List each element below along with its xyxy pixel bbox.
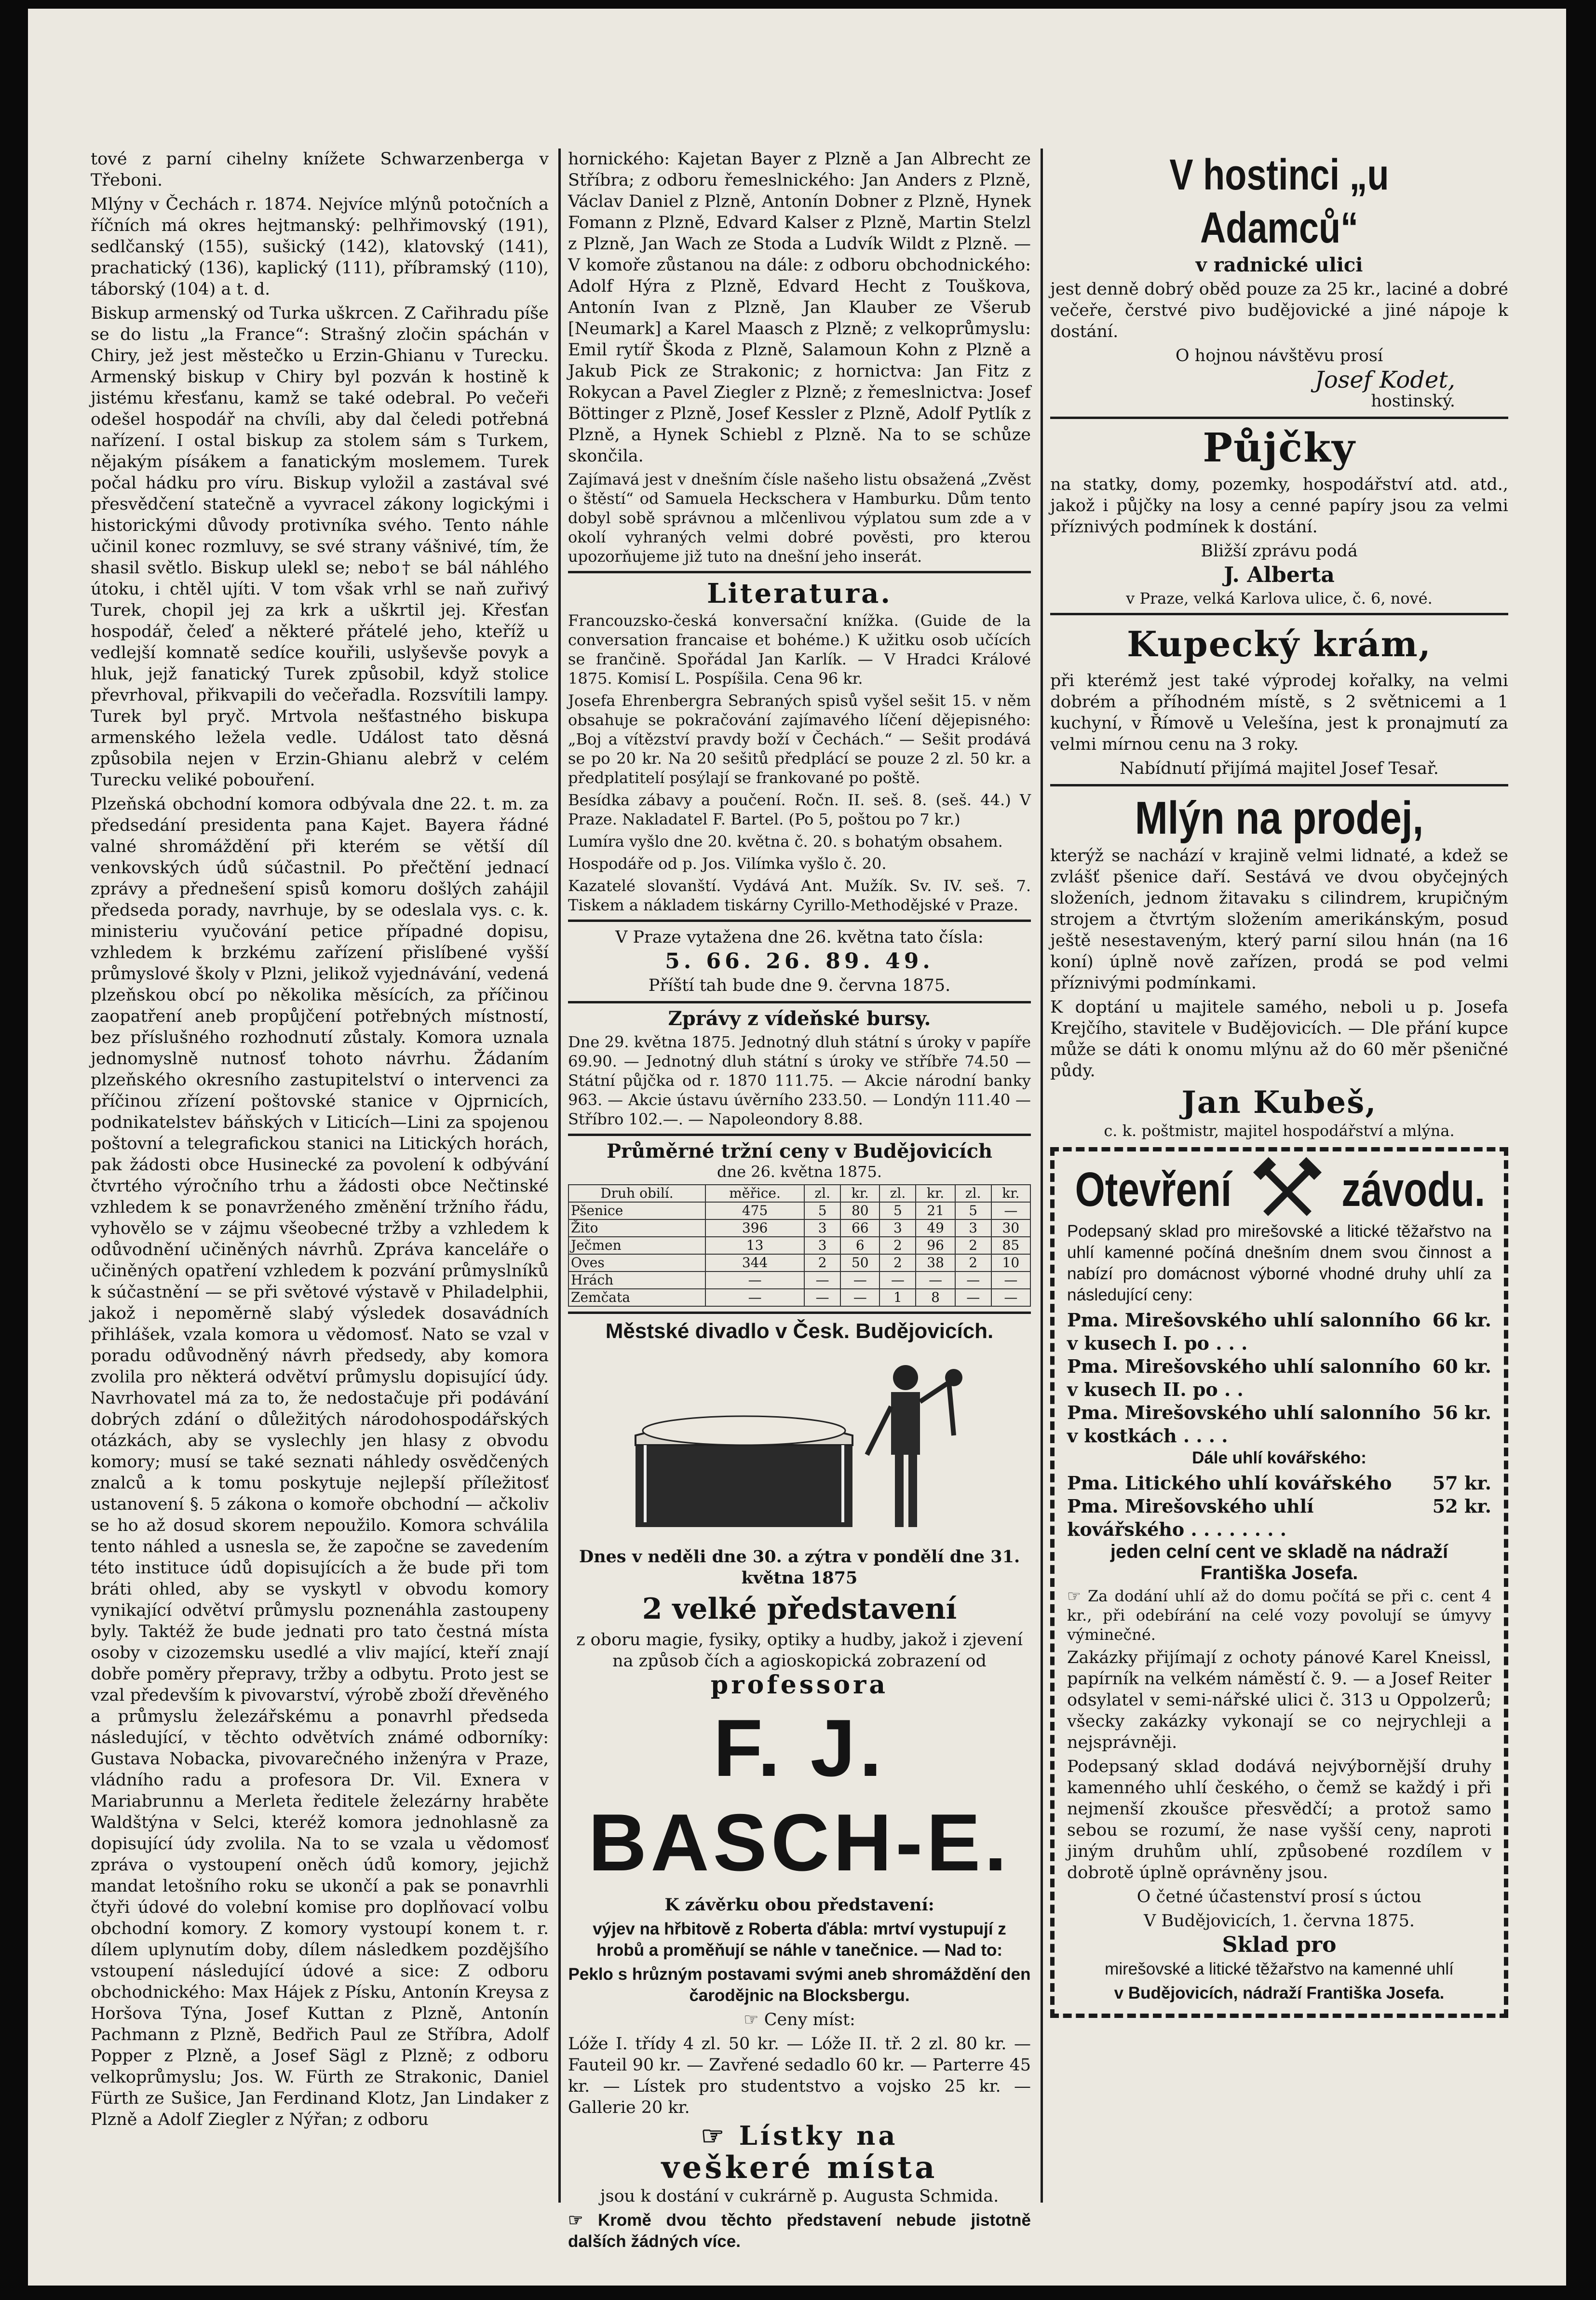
coal-sklad-3: v Budějovicích, nádraží Františka Josefa. [1114, 1984, 1445, 2002]
theatre-professor: professora [710, 1670, 889, 1700]
literatura-item: Josefa Ehrenbergra Sebraných spisů vyšel sešit 15. v něm obsahuje se pokračování zajímavého líčení dějepisného: „Boj a vítězství pravdy boží v Čechách.“ — Sešit prodává se po 20 kr. Na 20 sešitů předplácí se pouze 2 zl. 50 kr. a předplatitelí posýlají se frankované po poště. [568, 691, 1031, 787]
ad-loans-address: v Praze, velká Karlova ulice, č. 6, nové. [1126, 589, 1433, 608]
table-row [568, 1202, 1030, 1219]
table-row [568, 1237, 1030, 1254]
theatre-date: Dnes v neděli dne 30. a zýtra v pondělí dne 31. května 1875 [579, 1547, 1020, 1588]
table-cell: 13 [705, 1237, 804, 1254]
coal-smith-head: Dále uhlí kovářského: [1192, 1448, 1366, 1467]
ad-mill-title: Mlýn na prodej, [1135, 792, 1424, 844]
lottery-numbers: 5. 66. 26. 89. 49. [665, 949, 934, 974]
theatre-sub: z oboru magie, fysiky, optiky a hudby, jakož i zjevení na způsob čích a agioskopická zobrazení od [576, 1630, 1023, 1671]
table-cell: 66 [840, 1219, 879, 1237]
ad-mill-role: c. k. poštmistr, majitel hospodářství a mlýna. [1104, 1122, 1455, 1140]
news-bishop: Biskup armenský od Turka uškrcen. Z Cařihradu píše se do listu „la France“: Strašný zločin spáchán v Chiry, jež jest městečko u Erzin-Ghianu v Turecku. Armenský biskup v Chiry byl pozván k hostině k jistému křesťanu, kamž se také odebral. Po večeři odešel hospodář na chvíli, aby dal čeledi potřebná nařízení. I ostal biskup za stolem sám s Turkem, nějakým písákem a fanatickým moslemem. Turek počal hádku pro víru. Biskup vyložil a zastával své přesvědčení statečně a vyvracel zákony logickými i historickými důvody protivníka svého. Tento náhle učinil konec rozmluvy, se své strany vášnivé, tím, že shasil světlo. Biskup ulekl se; nebo† se bál náhlého útoku, i chtěl ujíti. V tom však vrhl se naň zuřivý Turek, chopil jej za krk a uškrtil jej. Křesťan hospodář, čeleď a některé přátelé jeho, kteříž u vedlejší komnatě sedíce kouřili, uslyševše povyk a hluk, jejž fanatický Turek způsobil, když stolice převrhoval, přikvapili do večeřadla. Rozsvítili lampy. Turek byl pryč. Mrtvola nešťastného biskupa armenského ležela vedle. Událost tato děsná způsobila nejen v Erzin-Ghianu alebrž v celém Turecku veliké pobouření. [91, 304, 549, 790]
table-cell: — [840, 1272, 879, 1289]
table-cell: 49 [916, 1219, 955, 1237]
chamber-continued: hornického: Kajetan Bayer z Plzně a Jan Albrecht ze Stříbra; z odboru řemeslnického: Jan Anders z Plzně, Václav Daniel z Plzně, Antonín Dobner z Plzně, Hynek Fomann z Plzně, Edvard Kalser z Plzně, Martin Stelzl z Plzně, Jan Wach ze Stoda a Ludvík Wildt z Plzně. — V komoře zůstanou na dále: z odboru obchodnického: Adolf Hýra z Plzně, Edvard Hecht z Touškova, Antonín Ivan z Plzně, Jan Klauber ze Všerub [Neumark] a Karel Maasch z Plzně; z velkoprůmyslu: Emil rytíř Škoda z Plzně, Salamoun Kohn z Plzně a Jakub Pick ze Strakonic; z hornictva: Jan Fitz z Rokycan a Pavel Ziegler z Plzně; z řemeslnictva: Josef Böttinger z Plzně, Josef Kessler z Plzně, Adolf Pytlík z Plzně, a Hynek Schiebl z Plzně. Na to se schůze skončila. [568, 149, 1031, 466]
table-header-cell: zl. [955, 1185, 991, 1202]
ad-mill-text: kterýž se nachází v krajině velmi lidnaté, a kdež se zvlášť pšenice daří. Sestává ve dvou obyčejných složeních, jednom žitavaku s cilindrem, krupičným strojem a čtvrtým složením amerikánským, posud ještě nesestaveným, který parní silou hnán (na 16 koní) úplně nově zařízen, prodá se pod velmi příznivými podmínkami. [1050, 846, 1508, 993]
ad-shop-title: Kupecký krám, [1127, 623, 1432, 664]
table-cell: — [804, 1289, 840, 1306]
divider [1050, 784, 1508, 786]
divider [1050, 417, 1508, 419]
literatura-item: Kazatelé slovanští. Vydává Ant. Mužík. Sv. IV. seš. 7. Tiskem a nákladem tiskárny Cyrillo-Methodějské v Praze. [568, 877, 1031, 914]
hand-pointer-icon: ☞ [1067, 1587, 1088, 1605]
hand-pointer-icon: ☞ [701, 2120, 739, 2151]
theatre-end-head: K závěrku obou představení: [664, 1895, 934, 1915]
news-paragraph: tové z parní cihelny knížete Schwarzenberga v Třeboni. [91, 149, 549, 190]
literatura-item: Hospodáře od p. Jos. Vilímka vyšlo č. 20. [568, 854, 887, 873]
bourse-text: Dne 29. května 1875. Jednotný dluh státní s úroky v papíře 69.90. — Jednotný dluh státní s úroky ve stříbře 74.50 — Státní půjčka od r. 1870 111.75. — Akcie národní banky 963. — Akcie ústavu úvěrního 233.50. — Londýn 111.40 — Stříbro 102.—. — Napoleondory 8.88. [568, 1033, 1031, 1128]
table-cell: 2 [955, 1254, 991, 1272]
coal-delivery: ☞ Za dodání uhlí až do domu počítá se při c. cent 4 kr., při odebírání na celé vozy povolují se úmyvy výminečné. [1067, 1587, 1492, 1644]
table-row [568, 1289, 1030, 1306]
ad-inn-title: V hostinci „u Adamců“ [1169, 151, 1389, 252]
crossed-hammers-icon [1251, 1161, 1324, 1218]
table-row [568, 1219, 1030, 1237]
table-cell: — [955, 1289, 991, 1306]
table-cell: 8 [916, 1289, 955, 1306]
table-cell: — [916, 1272, 955, 1289]
tickets-heading-2: veškeré místa [661, 2150, 938, 2186]
literatura-item: Besídka zábavy a poučení. Ročn. II. seš. 8. (seš. 44.) V Praze. Nakladatel F. Bartel. (Po 5, poštou po 7 kr.) [568, 791, 1031, 828]
table-cell: — [840, 1289, 879, 1306]
theatre-peklo: Peklo s hrůzným postavami svými aneb shromáždění den čarodějnic na Blocksbergu. [568, 1965, 1031, 2005]
coal-price-row: Pma. Mirešovského uhlí salonního v kostkách . . . . 56 kr. [1067, 1402, 1491, 1447]
table-header-cell: měřice. [705, 1185, 804, 1202]
coal-advert-title [1067, 1158, 1491, 1221]
table-cell: Oves [568, 1254, 705, 1272]
coal-intro: Podepsaný sklad pro mirešovské a litické těžařstvo na uhlí kamenné počíná dnešním dnem svou činnost a nabízí pro domácnost výborné vhodné druhy uhlí za následující ceny: [1067, 1222, 1491, 1304]
grain-prices-table [568, 1184, 1031, 1307]
table-cell: 80 [840, 1202, 879, 1219]
table-cell: 6 [840, 1237, 879, 1254]
table-cell: 30 [991, 1219, 1030, 1237]
table-cell: — [991, 1202, 1030, 1219]
divider [568, 571, 1031, 573]
ad-inn-sub: v radnické ulici [1195, 254, 1363, 276]
table-cell: 10 [991, 1254, 1030, 1272]
table-cell: — [991, 1272, 1030, 1289]
ad-inn-role: hostinský. [1371, 392, 1455, 411]
table-header-cell: zl. [804, 1185, 840, 1202]
table-cell: 2 [804, 1254, 840, 1272]
table-cell: Zemčata [568, 1289, 705, 1306]
table-cell: 38 [916, 1254, 955, 1272]
ad-shop-owner: Nabídnutí přijímá majitel Josef Tesař. [1120, 759, 1439, 778]
ad-inn-visit: O hojnou návštěvu prosí [1175, 346, 1383, 365]
literatura-item: Francouzsko-česká konversační knížka. (Guide de la conversation francaise et bohéme.) K užitku osob učících se frančině. Spořádal Jan Karlík. — V Hradci Králové 1875. Komisí L. Pospíšila. Cena 96 kr. [568, 611, 1031, 688]
table-row [568, 1272, 1030, 1289]
table-cell: Ječmen [568, 1237, 705, 1254]
table-header-cell: kr. [840, 1185, 879, 1202]
ad-loans-title: Půjčky [1203, 425, 1356, 471]
coal-sklad-2: mirešovské a litické těžařstvo na kamenné uhlí [1105, 1960, 1454, 1978]
table-header-cell: kr. [916, 1185, 955, 1202]
prices-heading: Průměrné tržní ceny v Budějovicích [606, 1140, 993, 1163]
hand-pointer-icon: ☞ [568, 2211, 598, 2230]
coal-price-row: Pma. Mirešovského uhlí salonního v kusech I. po . . . 66 kr. [1067, 1309, 1491, 1354]
table-cell: — [955, 1272, 991, 1289]
coal-sklad: Sklad pro [1222, 1933, 1337, 1957]
coal-price-row: Pma. Litického uhlí kovářského 57 kr. [1067, 1472, 1491, 1494]
table-cell: — [991, 1289, 1030, 1306]
ad-mill-contact: K doptání u majitele samého, neboli u p. Josefa Krejčího, stavitele v Budějovicích. — Dle přání kupce může se dáti k onomu mlýnu až do 60 měr pšeničné půdy. [1050, 998, 1508, 1081]
table-cell: — [705, 1289, 804, 1306]
bourse-heading: Zprávy z vídeňské bursy. [668, 1007, 931, 1030]
lottery-notice: Zajímavá jest v dnešním čísle našeho listu obsažená „Zvěst o štěstí“ od Samuela Heckschera v Hamburku. Dům tento dobyl sobě správnou a mlčenlivou výplatou sum zde a v okolí vyhraných velmi dobré pověsti, pro kterou upozorňujeme již tuto na dnešní jeho inserát. [568, 470, 1031, 566]
lottery-line: V Praze vytažena dne 26. května tato čísla: [615, 928, 984, 947]
column-rule-right [1041, 149, 1043, 2203]
table-cell: 21 [916, 1202, 955, 1219]
tickets-heading: ☞ Lístky na [701, 2120, 898, 2151]
ad-inn-signature: Josef Kodet, [1314, 366, 1455, 393]
newspaper-page [28, 9, 1566, 2286]
theatre-title: 2 velké představení [642, 1592, 957, 1626]
ad-inn-text: jest denně dobrý oběd pouze za 25 kr., laciné a dobré večeře, čerstvé pivo budějovické a jiné nápoje k dostání. [1050, 280, 1508, 341]
ad-mill-name: Jan Kubeš, [1181, 1084, 1377, 1121]
table-header-row [568, 1185, 1030, 1202]
theatre-end: výjev na hřbitově z Roberta ďábla: mrtví vystupují z hrobů a proměňují se náhle v tanečnice. — Nad to: [593, 1920, 1006, 1960]
column-news [91, 149, 549, 2203]
table-header-cell: kr. [991, 1185, 1030, 1202]
magician-illustration-icon [616, 1349, 983, 1542]
table-cell: 5 [804, 1202, 840, 1219]
coal-price-row: Pma. Mirešovského uhlí kovářského . . . . . . . . 52 kr. [1067, 1495, 1491, 1540]
divider [568, 1312, 1031, 1314]
column-ads [1050, 149, 1508, 2203]
table-cell: 2 [879, 1237, 916, 1254]
tickets-note: ☞ Kromě dvou těchto představení nebude jistotně dalších žádných více. [568, 2211, 1031, 2251]
ad-loans-name: J. Alberta [1224, 563, 1335, 587]
table-cell: 396 [705, 1219, 804, 1237]
theatre-performer: F. J. BASCH-E. [588, 1703, 1011, 1888]
table-cell: Pšenice [568, 1202, 705, 1219]
table-row [568, 1254, 1030, 1272]
literatura-item: Lumíra vyšlo dne 20. května č. 20. s bohatým obsahem. [568, 832, 1003, 851]
table-cell: 3 [804, 1237, 840, 1254]
theatre-heading: Městské divadlo v Česk. Budějovicích. [605, 1319, 994, 1343]
table-cell: 3 [804, 1219, 840, 1237]
column-middle [568, 149, 1031, 2251]
table-cell: 344 [705, 1254, 804, 1272]
table-cell: 50 [840, 1254, 879, 1272]
table-header-cell: Druh obilí. [568, 1185, 705, 1202]
ad-shop-text: při kterémž jest také výprodej kořalky, na velmi dobrém a příhodném místě, s 2 světnicemi a 1 kuchyní, v Římově u Velešína, jest k pronajmutí za velmi mírnou cenu na 3 roky. [1050, 671, 1508, 754]
coal-orders: Zakázky přijímají z ochoty pánové Karel Kneissl, papírník na velkém náměstí č. 9. — a Josef Reiter odsylatel v semi-nářské ulici č. 313 u Oppolzerů; všecky zakázky vykonají se co nejrychleji a nejsprávněji. [1067, 1648, 1491, 1752]
table-cell: — [705, 1272, 804, 1289]
tickets-text: jsou k dostání v cukrárně p. Augusta Schmida. [600, 2187, 999, 2206]
table-cell: 3 [955, 1219, 991, 1237]
divider [568, 1001, 1031, 1003]
table-cell: 96 [916, 1237, 955, 1254]
column-rule-left [558, 149, 561, 2203]
table-cell: — [879, 1272, 916, 1289]
coal-title-left: Otevření [1075, 1163, 1232, 1217]
table-cell: Hrách [568, 1272, 705, 1289]
table-cell: 2 [955, 1237, 991, 1254]
table-cell: 85 [991, 1237, 1030, 1254]
table-cell: 5 [879, 1202, 916, 1219]
prices-places-head: ☞ Ceny míst: [744, 2010, 855, 2029]
divider [568, 920, 1031, 922]
coal-ask: O četné účastenství prosí s úctou [1136, 1887, 1422, 1907]
news-mills: Mlýny v Čechách r. 1874. Nejvíce mlýnů potočních a říčních má okres hejtmanský: pelhřimovský (191), sedlčanský (155), sušický (142), klatovský (141), prachatický (136), kaplický (111), příbramský (110), táborský (104) a t. d. [91, 195, 549, 299]
news-chamber: Plzeňská obchodní komora odbývala dne 22. t. m. za předsedání presidenta pana Kajet. Bayera řádné valné shromáždění při kterém se větší díl venkovských údů súčastnil. Po přečtění jednací zprávy a přednešení spisů komoru došlých zahájil předseda porady, navrhuje, by se odeslala vys. c. k. ministeriu vyučování petice případné dopisu, vzhledem k brzkému zařízení přislíbené vyšší průmyslové školy v Plzni, jelikož vyjednávání, vedená plzeňskou obcí po několika měsících, za příčinou zaopatření aneb propůjčení potřebných místností, bez příslušného rozhodnutí zůstaly. Komora uznala jednomyslně nutnosť tohoto návrhu. Žádaním plzeňského okresního zastupitelství o intervenci za příčinou zřízení poštovské stanice v Ojprnicích, podnikatelstev báňských v Liticích—Lini za spojenou poštovní a telegrafickou stanici na Litických horách, pak žádosti obce Husinecké za povolení k odbývání čtvrtého výročního trhu a žádosti obce Nečtinské vzhledem k se ponavrženého změnění tržního řádu, vyhovělo se v zájmu všeobecné tržby a vzhledem k odůvodnění učiněných návrhů. Zpráva kanceláře o učiněných opatření vzhledem k pozvání průmyslníků k súčastnění — se při světové výstavě v Philadelphii, jakož i nepoměrně slabý výsledek dosavádních přihlášek, vzala komora u vědomosť. Nato se vzal v poradu odůvodněný návrh předsedy, aby komora zvolila pro některá odvětví průmyslu dopisující údy. Navrhovatel má za to, že nedostačuje při podávání dobrých zdání o důležitých národohospodářských otázkách, aby se vyslechly jen hlasy z obvodu komory; musí se také seznati náhledy osvědčených znalců a k tomu poskytuje nejlepší příležitosť ustanovení §. 5 zákona o komoře obchodní — ačkoliv se ho až dosud skorem nepoužilo. Komora schválila tento náhled a usnesla se, že započne se zavedením této instituce údů dopisujících a že bude při tom bráti ohled, aby se vyskytl v obvodu komory vynikající odvětví průmyslu poznenáhla zastoupeny byly. Taktéž že bude jednati pro tato čestná místa osoby v cizozemsku usedlé a vliv mající, kteří znají dobře poměry přepravy, tržby a odbytu. Proto jest se vzal především k pivovarství, výrobě zboží dřevěného a průmyslu železářskému a ponavrhl předseda následující, v těchto odvětvích známé odborníky: Gustava Nobacka, pivovarečného inženýra v Praze, vládního radu a profesora Dr. Vil. Exnera v Mariabrunnu a Merleta ředitele železárny hraběte Waldštýna v Selci, kteréž komora jednohlasně za dopisující údy zvolila. Na to se vzala u vědomosť zpráva o vystoupení oněch údů komory, jejichž mandat letošního roku se ukončí a pak se ponavrhli čtyři údové do volební komise pro doplňovací volbu obchodní komory. Z komory vystoupí konem t. r. dílem uplynutím doby, dílem následkem pozdějšího vstoupení následující údové a sice: Z odboru obchodnického: Max Hájek z Písku, Antonín Kreysa z Horšova Týna, Josef Kuttan z Plzně, Antonín Pachmann z Plzně, Bedřich Paul ze Stříbra, Adolf Popper z Plzně, a Josef Sägl z Plzně; z odboru velkoprůmyslu; Jos. W. Fürth ze Strakonic, Daniel Fürth ze Sušice, Jan Ferdinand Klotz, Jan Lindaker z Plzně a Adolf Ziegler z Nýřan; z odboru [91, 795, 549, 2129]
table-cell: 2 [879, 1254, 916, 1272]
table-cell: 475 [705, 1202, 804, 1219]
divider [1050, 613, 1508, 615]
coal-price-row: Pma. Mirešovského uhlí salonního v kusech II. po . . 60 kr. [1067, 1355, 1491, 1400]
hand-pointer-icon: ☞ [744, 2010, 764, 2029]
ad-loans-text: na statky, domy, pozemky, hospodářství atd. atd., jakož i půjčky na losy a cenné papíry jsou za velmi příznivých podmínek k dostání. [1050, 475, 1508, 537]
coal-promise: Podepsaný sklad dodává nejvýbornější druhy kamenného uhlí českého, o čemž se každý i při nejmenší zkoušce přesvědčí; a protož samo sebou se rozumí, že nase vyšší ceny, naproti jiným druhům uhlí, způsobené rozdílem v dobrotě úplně oprávněny jsou. [1067, 1757, 1491, 1882]
coal-advert-box [1050, 1147, 1508, 2018]
table-cell: — [804, 1272, 840, 1289]
table-header-cell: zl. [879, 1185, 916, 1202]
lottery-next: Příští tah bude dne 9. června 1875. [648, 976, 951, 995]
table-cell: 5 [955, 1202, 991, 1219]
table-cell: 3 [879, 1219, 916, 1237]
coal-date: V Budějovicích, 1. června 1875. [1144, 1911, 1415, 1931]
table-cell: 1 [879, 1289, 916, 1306]
ad-loans-more: Bližší zprávu podá [1201, 541, 1358, 561]
literatura-heading: Literatura. [707, 578, 892, 609]
divider [568, 1134, 1031, 1136]
prices-places: Lóže I. třídy 4 zl. 50 kr. — Lóže II. tř. 2 zl. 80 kr. — Fauteil 90 kr. — Zavřené sedadlo 60 kr. — Parterre 45 kr. — Lístek pro studentstvo a vojsko 25 kr. — Gallerie 20 kr. [568, 2034, 1031, 2117]
coal-title-right: závodu. [1341, 1163, 1485, 1217]
coal-center: jeden celní cent ve skladě na nádraží Františka Josefa. [1110, 1541, 1448, 1583]
table-cell: Žito [568, 1219, 705, 1237]
prices-date: dne 26. května 1875. [717, 1163, 882, 1181]
